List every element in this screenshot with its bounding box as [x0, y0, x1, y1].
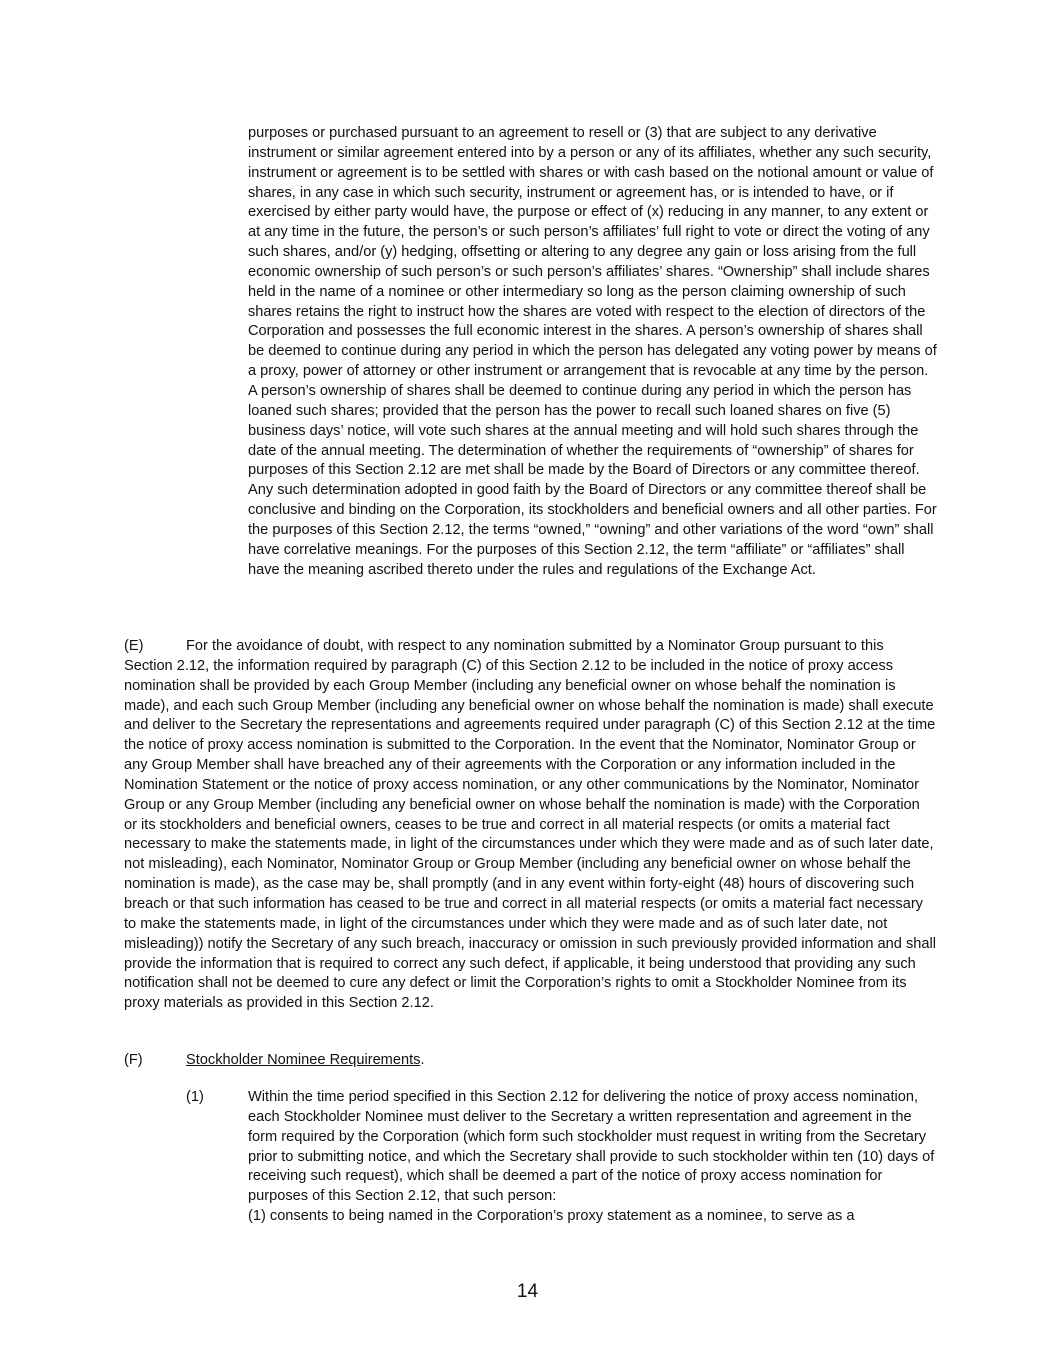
paragraph-e [124, 637, 936, 1014]
heading-f-suffix: . [420, 1052, 425, 1068]
item-1-text-main: Within the time period specified in this Section 2.12 for delivering the notice of proxy access nomination, each Stockholder Nominee must deliver to the Secretary a written representation and agreement in the form required by the Corporation (which form such stockholder must request in writing from the Secretary prior to submitting notice, and which the Secretary shall provide to such stockholder within ten (10) days of receiving such request), which shall be deemed a part of the notice of proxy access nomination for purposes of this Section 2.12, that such person: [248, 1089, 935, 1205]
paragraph-e-text: For the avoidance of doubt, with respect to any nomination submitted by a Nominator Group pursuant to this Section 2.12, the information required by paragraph (C) of this Section 2.12 to be included in the notice of proxy access nomination shall be provided by each Group Member (including any beneficial owner on whose behalf the nomination is made), and each such Group Member (including any beneficial owner on whose behalf the nomination is made) shall execute and deliver to the Secretary the representations and agreements required under paragraph (C) of this Section 2.12 at the time the notice of proxy access nomination is submitted to the Corporation. In the event that the Nominator, Nominator Group or any Group Member shall have breached any of their agreements with the Corporation or any information included in the Nomination Statement or the notice of proxy access nomination, or any other communications by the Nominator, Nominator Group or any Group Member (including any beneficial owner on whose behalf the nomination is made) with the Corporation or its stockholders and beneficial owners, ceases to be true and correct in all material respects (or omits a material fact necessary to make the statements made, in light of the circumstances under which they were made and as of such later date, not misleading), each Nominator, Nominator Group or Group Member (including any beneficial owner on whose behalf the nomination is made), as the case may be, shall promptly (and in any event within forty-eight (48) hours of discovering such breach or that such information has ceased to be true and correct in all material respects (or omits a material fact necessary to make the statements made, in light of the circumstances under which they were made and as of such later date, not misleading)) notify the Secretary of any such breach, inaccuracy or omission in such previously provided information and shall provide the information that is required to correct any such defect, if applicable, it being understood that providing any such notification shall not be deemed to cure any defect or limit the Corporation’s rights to omit a Stockholder Nominee from its proxy materials as provided in this Section 2.12. [124, 638, 936, 1012]
page-number: 14 [516, 1281, 539, 1302]
paragraph-e-label: (E) [124, 638, 144, 654]
item-1-label: (1) [186, 1089, 204, 1105]
heading-f-title: Stockholder Nominee Requirements [186, 1052, 421, 1068]
item-1-text [248, 1088, 938, 1227]
continuation-paragraph: purposes or purchased pursuant to an agreement to resell or (3) that are subject to any derivative instrument or similar agreement entered into by a person or any of its affiliates, whether any such security, instrument or agreement is to be settled with shares or with cash based on the notional amount or value of shares, in any case in which such security, instrument or agreement has, or is intended to have, or if exercised by either party would have, the purpose or effect of (x) reducing in any manner, to any extent or at any time in the future, the person’s or such person’s affiliates’ full right to vote or direct the voting of any such shares, and/or (y) hedging, offsetting or altering to any degree any gain or loss arising from the full economic ownership of such person’s or such person’s affiliates’ shares. “Ownership” shall include shares held in the name of a nominee or other intermediary so long as the person claiming ownership of such shares retains the right to instruct how the shares are voted with respect to the election of directors of the Corporation and possesses the full economic interest in the shares. A person’s ownership of shares shall be deemed to continue during any period in which the person has delegated any voting power by means of a proxy, power of attorney or other instrument or arrangement that is revocable at any time by the person. A person’s ownership of shares shall be deemed to continue during any period in which the person has loaned such shares; provided that the person has the power to recall such loaned shares on five (5) business days’ notice, will vote such shares at the annual meeting and will hold such shares through the date of the annual meeting. The determination of whether the requirements of “ownership” of shares for purposes of this Section 2.12 are met shall be made by the Board of Directors or any committee thereof. Any such determination adopted in good faith by the Board of Directors or any committee thereof shall be conclusive and binding on the Corporation, its stockholders and beneficial owners and all other parties. For the purposes of this Section 2.12, the terms “owned,” “owning” and other variations of the word “own” shall have correlative meanings. For the purposes of this Section 2.12, the term “affiliate” or “affiliates” shall have the meaning ascribed thereto under the rules and regulations of the Exchange Act. [248, 125, 937, 578]
heading-f [124, 1051, 936, 1071]
item-1-text-continued: (1) consents to being named in the Corporation’s proxy statement as a nominee, to serve as a [248, 1208, 855, 1225]
heading-f-label: (F) [124, 1052, 143, 1068]
